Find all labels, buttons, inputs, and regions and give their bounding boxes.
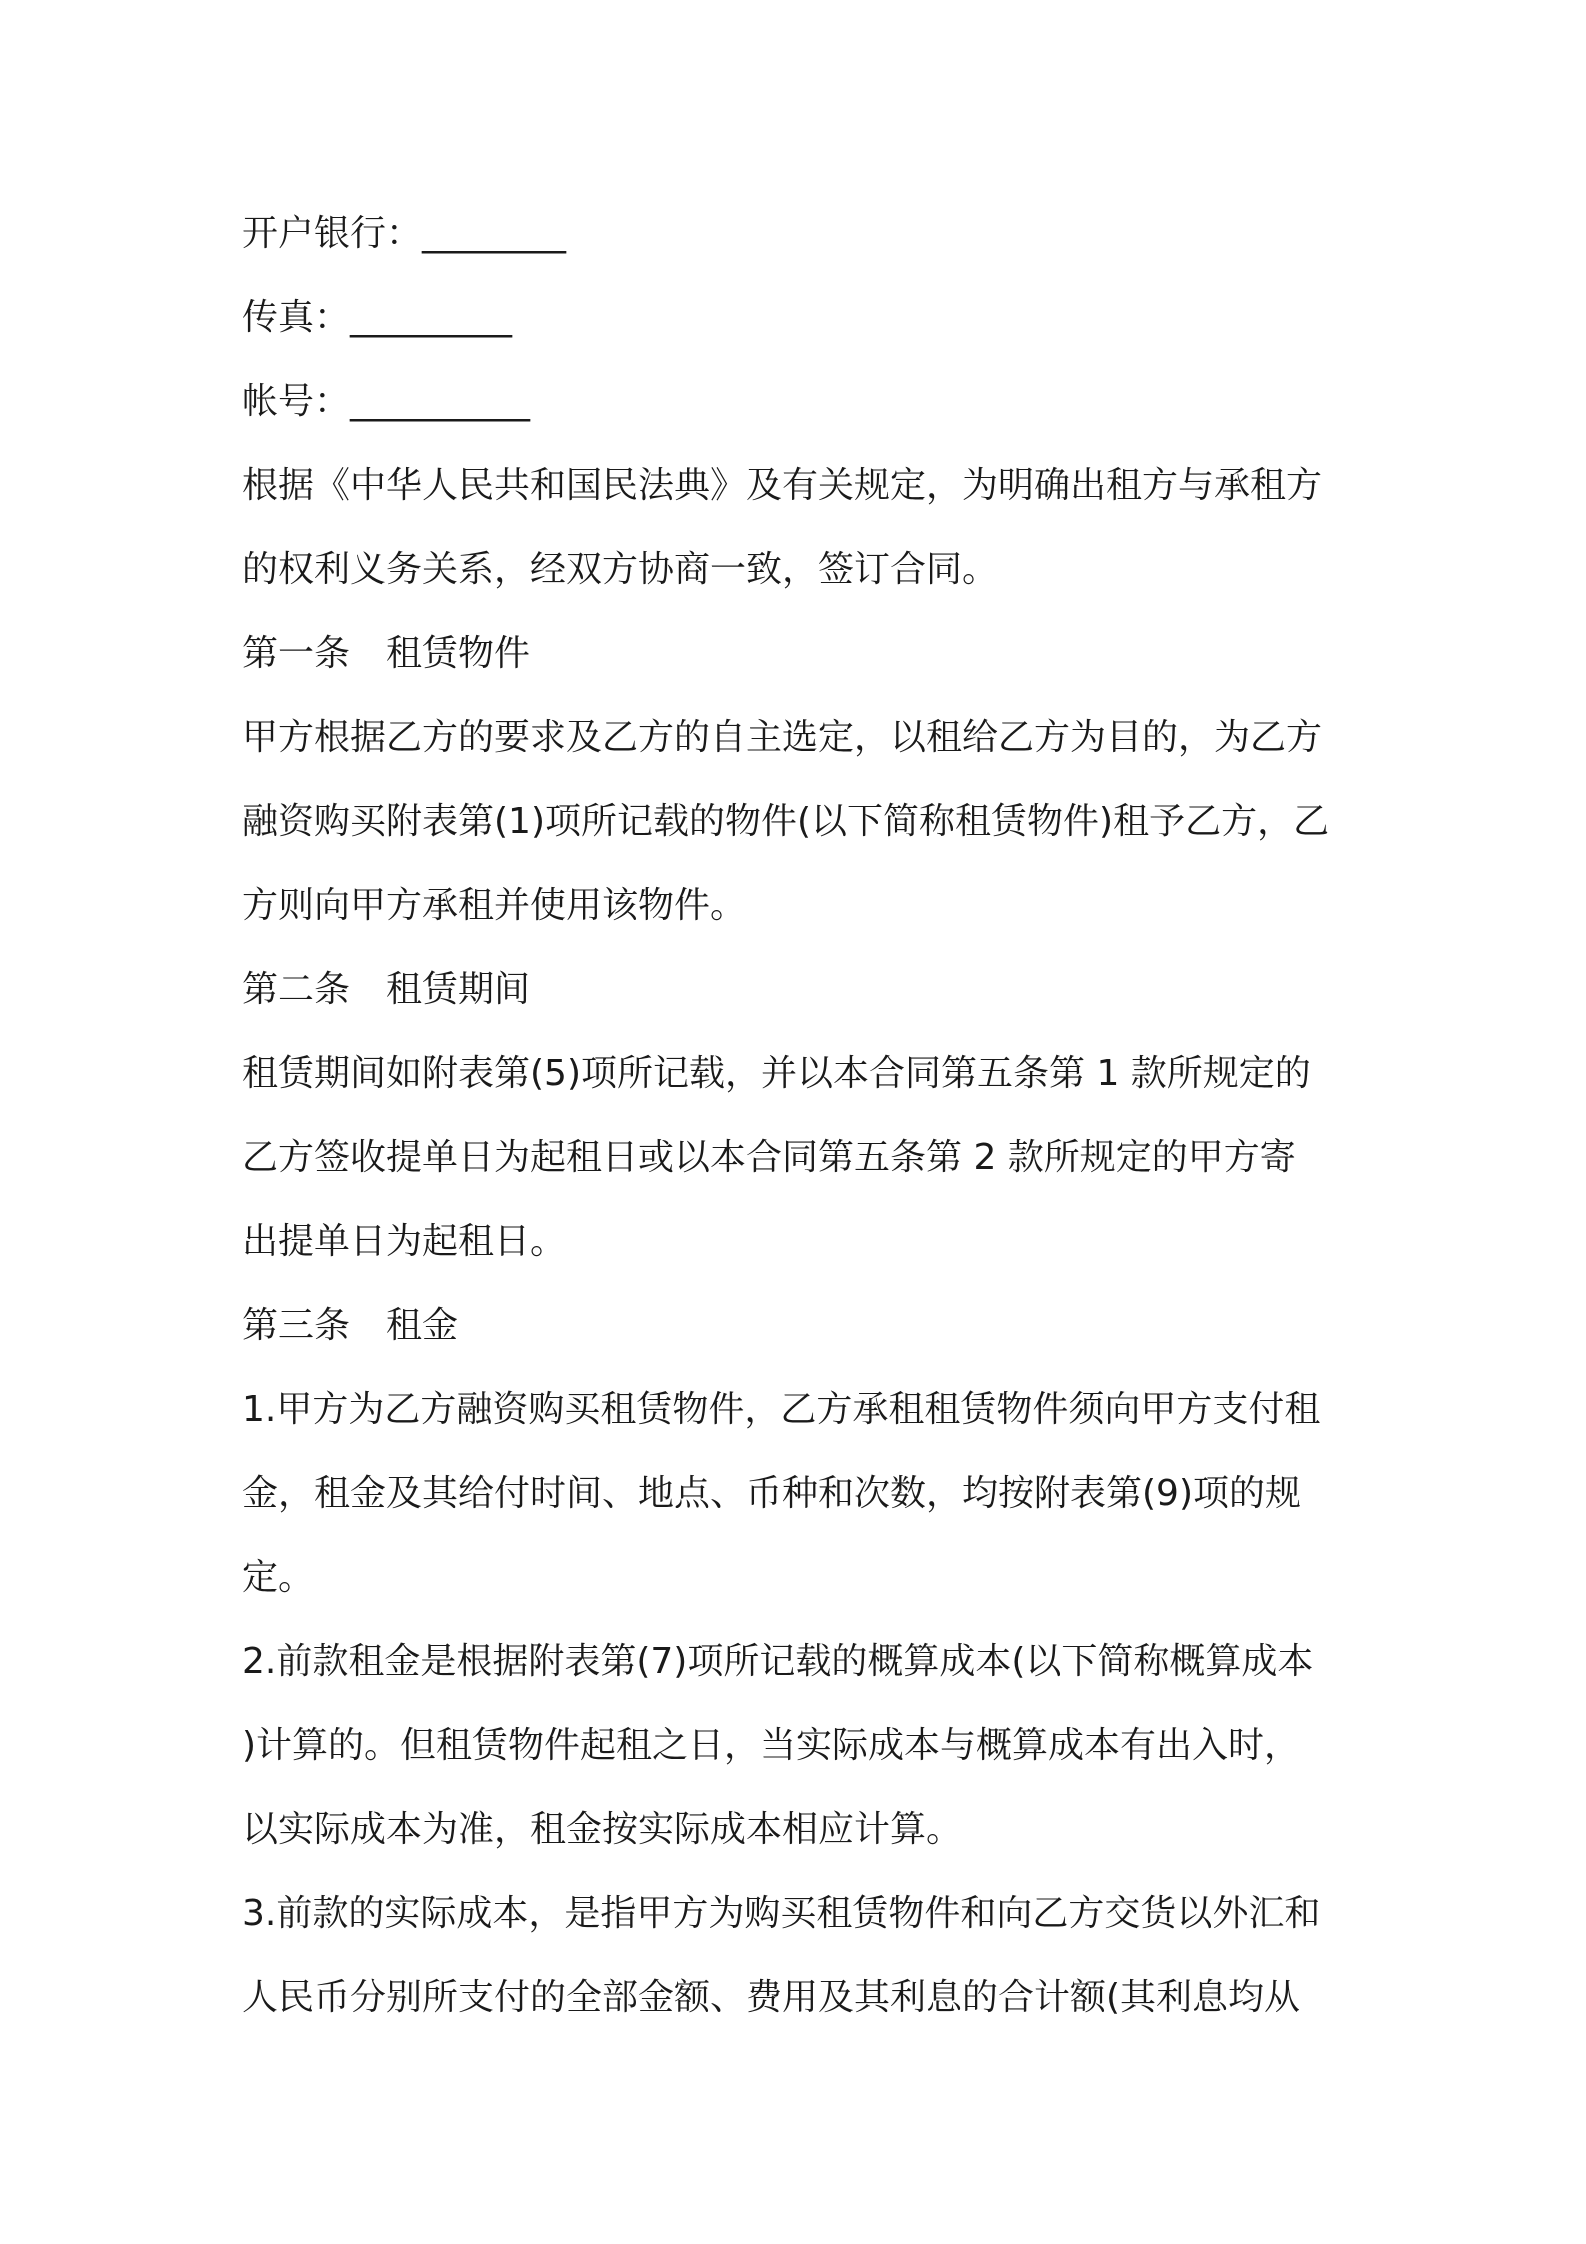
paragraph-line: 方则向甲方承租并使用该物件。	[242, 885, 747, 926]
paragraph-line: 融资购买附表第(1)项所记载的物件(以下简称租赁物件)租予乙方，乙	[242, 801, 1330, 842]
article-heading: 第二条 租赁期间	[242, 969, 531, 1010]
paragraph-line: 乙方签收提单日为起租日或以本合同第五条第 2 款所规定的甲方寄	[242, 1137, 1296, 1178]
paragraph-line: 租赁期间如附表第(5)项所记载，并以本合同第五条第 1 款所规定的	[242, 1053, 1311, 1094]
paragraph-line: 甲方根据乙方的要求及乙方的自主选定，以租给乙方为目的，为乙方	[242, 717, 1323, 758]
paragraph-line: 金，租金及其给付时间、地点、币种和次数，均按附表第(9)项的规	[242, 1473, 1301, 1514]
field-blank: _________	[350, 297, 513, 338]
field-bank	[242, 192, 1357, 276]
article-heading: 第一条 租赁物件	[242, 633, 531, 674]
paragraph-line: 人民币分别所支付的全部金额、费用及其利息的合计额(其利息均从	[242, 1977, 1301, 2018]
document-body	[242, 192, 1357, 2040]
field-label: 传真：	[242, 297, 351, 338]
paragraph-line: 定。	[242, 1557, 315, 1598]
paragraph-line: 的权利义务关系，经双方协商一致，签订合同。	[242, 549, 999, 590]
field-account	[242, 360, 1357, 444]
field-label: 帐号：	[242, 381, 351, 422]
paragraph-line: 以实际成本为准，租金按实际成本相应计算。	[242, 1809, 963, 1850]
field-label: 开户银行：	[242, 213, 423, 254]
article-heading: 第三条 租金	[242, 1305, 459, 1346]
paragraph-line: 3.前款的实际成本，是指甲方为购买租赁物件和向乙方交货以外汇和	[242, 1893, 1321, 1934]
paragraph-line: 1.甲方为乙方融资购买租赁物件，乙方承租租赁物件须向甲方支付租	[242, 1389, 1321, 1430]
paragraph-line: 出提单日为起租日。	[242, 1221, 567, 1262]
field-fax	[242, 276, 1357, 360]
paragraph-line: 根据《中华人民共和国民法典》及有关规定，为明确出租方与承租方	[242, 465, 1323, 506]
paragraph-line: 2.前款租金是根据附表第(7)项所记载的概算成本(以下简称概算成本	[242, 1641, 1314, 1682]
field-blank: ________	[422, 213, 567, 254]
paragraph-line: )计算的。但租赁物件起租之日，当实际成本与概算成本有出入时，	[242, 1725, 1301, 1766]
field-blank: __________	[350, 381, 531, 422]
